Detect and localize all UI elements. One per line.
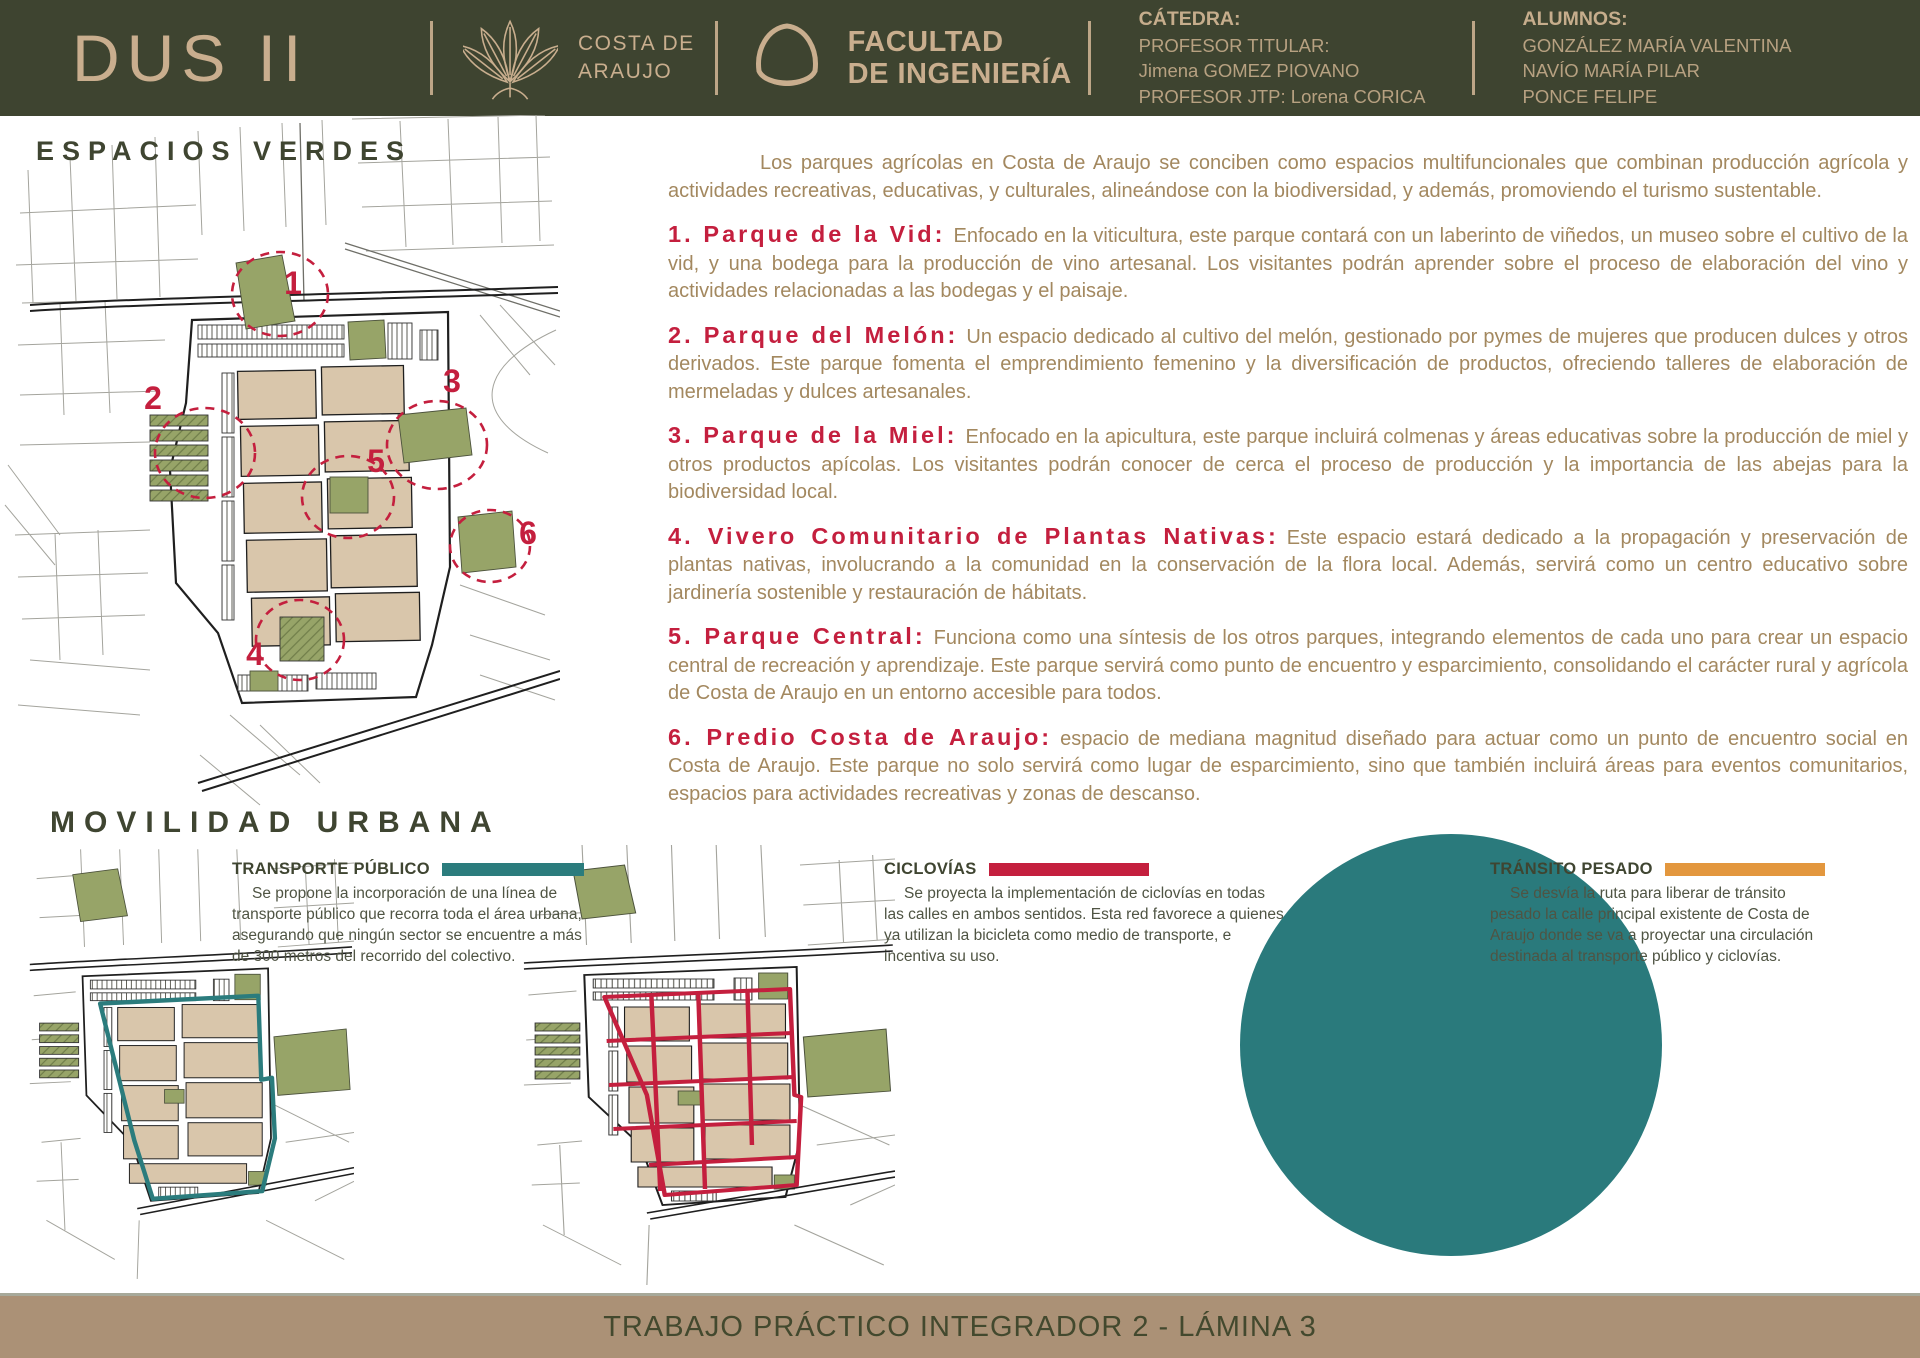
park-body-5: Funciona como una síntesis de los otros parques, integrando elementos de cada uno para crear un espacio central de recreación y aprendizaje. Este parque servirá como punto de encuentro y esparcimiento, consolidando el carácter rural y agrícola de Costa de Araujo en un entorno accesible para todos.	[668, 627, 1908, 704]
catedra-block	[1139, 7, 1426, 109]
facultad-logo-icon	[748, 19, 826, 97]
park-marker-label-4: 4	[246, 636, 264, 672]
park-title-1: 1. Parque de la Vid:	[668, 221, 946, 247]
transporte-publico-title: TRANSPORTE PÚBLICO	[232, 860, 430, 878]
parks-text-column	[668, 150, 1908, 808]
catedra-line: PROFESOR JTP: Lorena CORICA	[1138, 85, 1426, 107]
transito-pesado-block	[1490, 860, 1840, 967]
location-line1: COSTA DE	[578, 32, 695, 55]
movilidad-urbana-title: MOVILIDAD URBANA	[50, 806, 501, 839]
costa-de-araujo-leaf-icon	[463, 14, 558, 102]
park-marker-label-6: 6	[519, 515, 537, 551]
park-body-6: espacio de mediana magnitud diseñado para actuar como un punto de encuentro social en Costa de Araujo. Este parque no solo servirá como lugar de esparcimiento, sino que también incluirá áreas para eventos comunitarios, espacios para actividades recreativas y zonas de descanso.	[668, 727, 1909, 805]
catedra-line: PROFESOR TITULAR:	[1138, 34, 1330, 56]
intro-paragraph: Los parques agrícolas en Costa de Araujo se conciben como espacios multifuncionales que combinan producción agrícola y actividades recreativas, educativas, y culturales, alineándose con la biodiversidad, y además, promoviendo el turismo sustentable.	[668, 152, 1908, 202]
espacios-verdes-map	[0, 115, 560, 810]
alumno-name: PONCE FELIPE	[1522, 85, 1658, 107]
park-marker-label-5: 5	[367, 443, 385, 479]
transito-pesado-title: TRÁNSITO PESADO	[1490, 860, 1653, 878]
transporte-publico-body: Se propone la incorporación de una línea de transporte público que recorra toda el área urbana, asegurando que ningún sector se encuentre a más de 300 metros del recorrido del colectivo.	[232, 885, 582, 965]
faculty-line2: DE INGENIERÍA	[847, 58, 1072, 90]
park-title-4: 4. Vivero Comunitario de Plantas Nativas:	[668, 522, 1279, 549]
park-marker-label-3: 3	[443, 363, 461, 399]
project-title: DUS II	[72, 21, 309, 95]
catedra-label: CÁTEDRA:	[1138, 8, 1241, 30]
faculty-line1: FACULTAD	[847, 26, 1004, 58]
orange-accent-bar	[1665, 863, 1825, 876]
park-body-2: Un espacio dedicado al cultivo del melón, gestionado por pymes de mujeres que producen dulces y otros derivados. Este parque fomenta el emprendimiento femenino y la diversificación de productos, ofreciendo talleres de elaboración de mermeladas y dulces artesanales.	[668, 325, 1908, 403]
header-divider	[1472, 21, 1475, 95]
park-title-2: 2. Parque del Melón:	[668, 321, 959, 348]
espacios-verdes-title: ESPACIOS VERDES	[36, 136, 413, 166]
park-marker-label-2: 2	[144, 380, 162, 416]
transito-pesado-body: Se desvía la ruta para liberar de tránsito pesado la calle principal existente de Costa de Araujo donde se va a proyectar una circulación destinada al transporte público y ciclovías.	[1490, 885, 1814, 965]
park-marker-label-1: 1	[284, 265, 302, 301]
alumnos-label: ALUMNOS:	[1522, 8, 1628, 30]
park-item-1	[668, 221, 1908, 306]
transito-pesado-heading-row	[1490, 860, 1840, 879]
footer-bar	[0, 1293, 1920, 1358]
location-line2: ARAUJO	[578, 60, 673, 83]
footer-title: TRABAJO PRÁCTICO INTEGRADOR 2 - LÁMINA 3	[603, 1310, 1317, 1343]
park-item-2	[668, 322, 1908, 407]
teal-accent-bar	[442, 863, 584, 876]
header-divider	[1088, 21, 1091, 95]
alumnos-block	[1523, 7, 1792, 109]
header-bar	[0, 0, 1920, 116]
location-name	[578, 30, 695, 86]
ciclovias-heading-row	[884, 860, 1288, 879]
park-item-6	[668, 724, 1908, 809]
header-divider	[430, 21, 433, 95]
park-item-3	[668, 422, 1908, 507]
ciclovias-body: Se proyecta la implementación de ciclovías en todas las calles en ambos sentidos. Esta red favorece a quienes ya utilizan la bicicleta como medio de transporte, e incentiva su uso.	[884, 885, 1284, 965]
alumno-name: GONZÁLEZ MARÍA VALENTINA	[1522, 34, 1792, 56]
park-title-3: 3. Parque de la Miel:	[668, 422, 958, 448]
park-body-3: Enfocado en la apicultura, este parque incluirá colmenas y áreas educativas sobre la producción de miel y otros productos apícolas. Los visitantes podrán conocer de cerca el proceso de producción y la importancia de las abejas para la biodiversidad local.	[668, 426, 1909, 503]
park-body-4: Este espacio estará dedicado a la propagación y preservación de plantas nativas, involucrando a la comunidad en la conservación de la flora local. Además, servirá como un centro educativo sobre jardinería sostenible y restauración de hábitats.	[668, 526, 1908, 604]
park-item-4	[668, 523, 1908, 608]
catedra-line: Jimena GOMEZ PIOVANO	[1138, 60, 1360, 81]
header-divider	[715, 21, 718, 95]
faculty-name	[848, 26, 1072, 90]
crimson-accent-bar	[989, 863, 1149, 876]
park-title-6: 6. Predio Costa de Araujo:	[668, 723, 1053, 750]
transporte-publico-block	[232, 860, 584, 967]
ciclovias-title: CICLOVÍAS	[884, 860, 977, 878]
alumno-name: NAVÍO MARÍA PILAR	[1522, 60, 1701, 81]
transporte-publico-heading-row	[232, 860, 584, 879]
ciclovias-block	[884, 860, 1288, 967]
park-body-1: Enfocado en la viticultura, este parque contará con un laberinto de viñedos, un museo sobre el cultivo de la vid, y una bodega para la producción de vino artesanal. Los visitantes podrán aprender sobre el proceso de elaboración del vino y actividades relacionadas a las bodegas y el paisaje.	[668, 225, 1908, 302]
park-title-5: 5. Parque Central:	[668, 623, 926, 649]
park-item-5	[668, 623, 1908, 708]
